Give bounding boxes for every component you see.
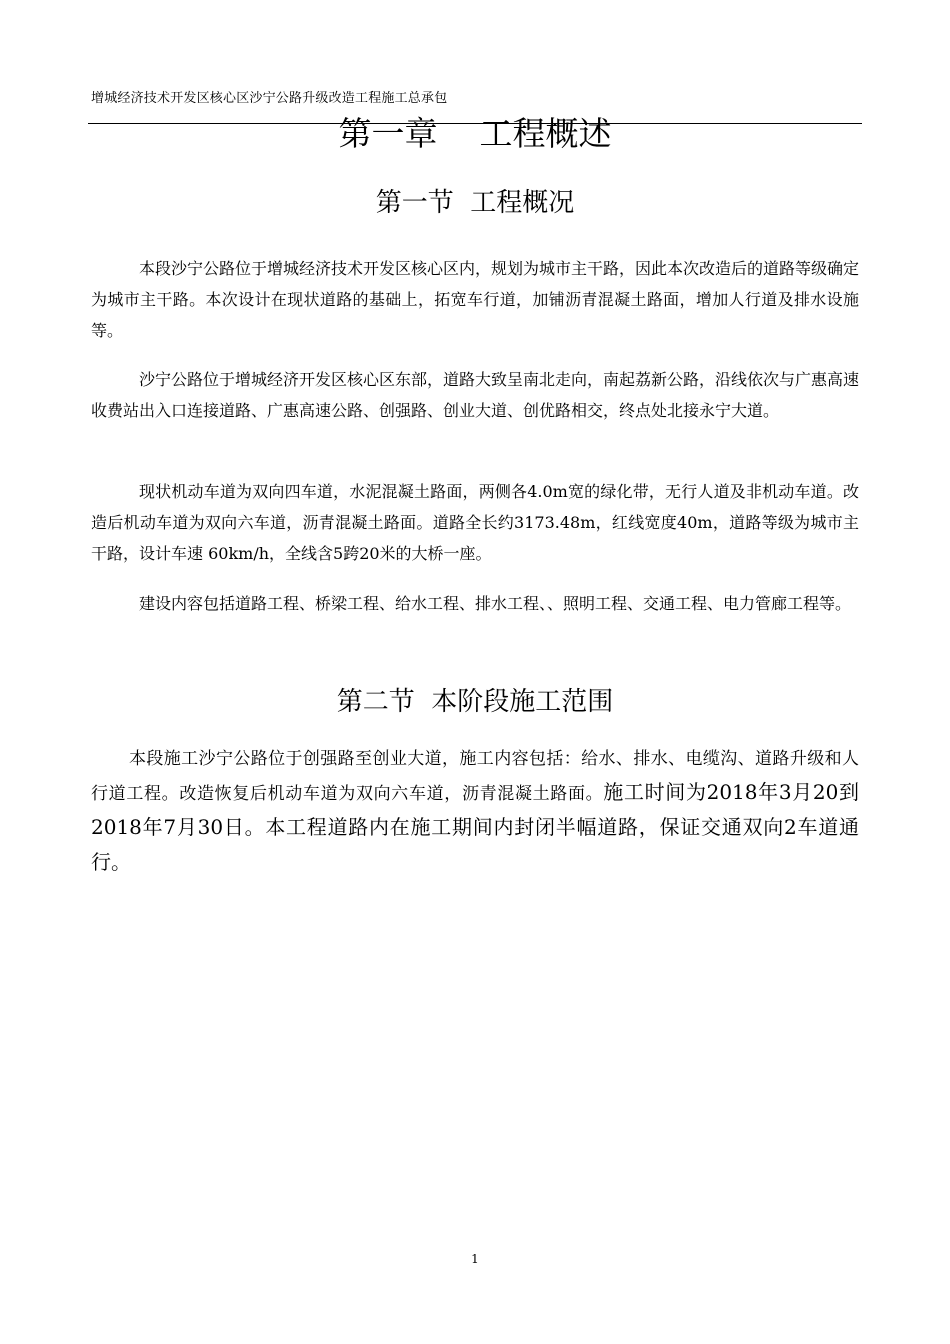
paragraph-scope <box>91 743 859 881</box>
paragraph-route: 沙宁公路位于增城经济开发区核心区东部，道路大致呈南北走向，南起荔新公路，沿线依次与广惠高速收费站出入口连接道路、广惠高速公路、创强路、创业大道、创优路相交，终点处北接永宁大道。 <box>91 370 860 420</box>
paragraph-current-status: 现状机动车道为双向四车道，水泥混凝土路面，两侧各4.0m宽的绿化带，无行人道及非机动车道。改造后机动车道为双向六车道，沥青混凝土路面。道路全长约3173.48m，红线宽度40m，道路等级为城市主干路，设计车速 60km/h，全线含5跨20米的大桥一座。 <box>91 482 859 563</box>
chapter-title: 第一章 工程概述 <box>338 114 612 153</box>
running-header: 增城经济技术开发区核心区沙宁公路升级改造工程施工总承包 <box>91 91 448 106</box>
schedule-text: 施工时间为2018年3月20到2018年7月30日。本工程道路内在施工期间内封闭半幅道路，保证交通双向2车道通行。 <box>91 780 860 874</box>
paragraph-construction-content: 建设内容包括道路工程、桥梁工程、给水工程、排水工程、、照明工程、交通工程、电力管廊工程等。 <box>139 594 852 613</box>
paragraph-location: 本段沙宁公路位于增城经济技术开发区核心区内，规划为城市主干路，因此本次改造后的道路等级确定为城市主干路。本次设计在现状道路的基础上，拓宽车行道，加铺沥青混凝土路面，增加人行道及排水设施等。 <box>91 259 860 340</box>
scope-text: 本段施工沙宁公路位于创强路至创业大道，施工内容包括：给水、排水、电缆沟、道路升级和人行道工程。改造恢复后机动车道为双向六车道，沥青混凝土路面。 <box>91 749 859 804</box>
page-number: 1 <box>471 1252 479 1266</box>
section-title-overview: 第一节 工程概况 <box>375 188 575 218</box>
section-title-scope: 第二节 本阶段施工范围 <box>336 687 614 717</box>
